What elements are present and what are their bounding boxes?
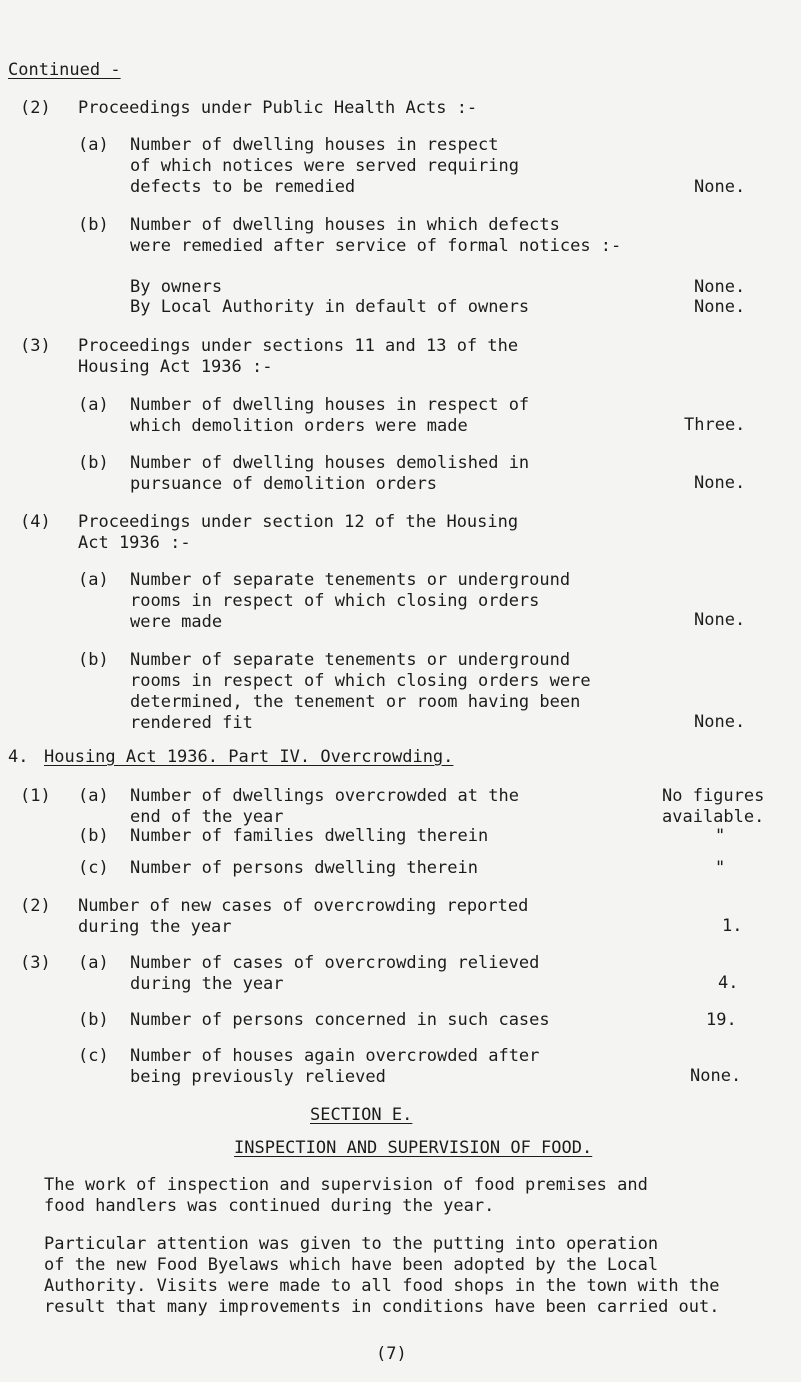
part4-number: 4. bbox=[8, 747, 29, 767]
part4-item2-number: (2) bbox=[20, 896, 51, 916]
sec2-owners-label: By owners bbox=[130, 277, 223, 297]
sec3-b-value: None. bbox=[694, 473, 746, 493]
sec4-b-label: (b) bbox=[78, 650, 109, 670]
section-e-subtitle: INSPECTION AND SUPERVISION OF FOOD. bbox=[234, 1138, 593, 1158]
sec2-la-label: By Local Authority in default of owners bbox=[130, 297, 530, 317]
sec2-b-label: (b) bbox=[78, 215, 109, 235]
part4-item1c-label: (c) bbox=[78, 858, 109, 878]
sec2-a-value: None. bbox=[694, 177, 746, 197]
part4-item1a-value: No figures available. bbox=[662, 786, 765, 827]
sec3-title: Proceedings under sections 11 and 13 of the Housing Act 1936 :- bbox=[78, 336, 519, 377]
sec2-owners-value: None. bbox=[694, 277, 746, 297]
part4-item3b-label: (b) bbox=[78, 1010, 109, 1030]
sec2-b-text: Number of dwelling houses in which defects were remedied after service of formal notices :- bbox=[130, 215, 622, 256]
part4-item3a-text: Number of cases of overcrowding relieved during the year bbox=[130, 953, 540, 994]
sec4-a-label: (a) bbox=[78, 570, 109, 590]
part4-title: Housing Act 1936. Part IV. Overcrowding. bbox=[44, 747, 454, 767]
sec3-number: (3) bbox=[20, 336, 51, 356]
sec2-a-label: (a) bbox=[78, 135, 109, 155]
sec3-a-text: Number of dwelling houses in respect of which demolition orders were made bbox=[130, 395, 530, 436]
part4-item3a-label: (a) bbox=[78, 953, 109, 973]
part4-item3c-label: (c) bbox=[78, 1046, 109, 1066]
part4-item1a-label: (a) bbox=[78, 786, 109, 806]
part4-item1c-value: " bbox=[715, 858, 726, 878]
sec4-b-value: None. bbox=[694, 712, 746, 732]
part4-item1b-value: " bbox=[715, 826, 726, 846]
sec4-number: (4) bbox=[20, 512, 51, 532]
sec4-a-text: Number of separate tenements or underground rooms in respect of which closing orders were made bbox=[130, 570, 571, 632]
section-e-paragraph-1: The work of inspection and supervision of food premises and food handlers was continued during the year. bbox=[44, 1175, 648, 1216]
part4-item3c-text: Number of houses again overcrowded after being previously relieved bbox=[130, 1046, 540, 1087]
part4-item1-number: (1) bbox=[20, 786, 51, 806]
part4-item3-number: (3) bbox=[20, 953, 51, 973]
section-e-paragraph-2: Particular attention was given to the putting into operation of the new Food Byelaws which have been adopted by the Local Authority. Visits were made to all food shops in the town with the result that many improvements in conditions have been carried out. bbox=[44, 1234, 720, 1317]
part4-item1c-text: Number of persons dwelling therein bbox=[130, 858, 478, 878]
sec4-title: Proceedings under section 12 of the Housing Act 1936 :- bbox=[78, 512, 519, 553]
part4-item3c-value: None. bbox=[690, 1066, 742, 1086]
sec2-number: (2) bbox=[20, 98, 51, 118]
sec3-a-value: Three. bbox=[684, 415, 746, 435]
part4-item1a-text: Number of dwellings overcrowded at the end of the year bbox=[130, 786, 519, 827]
part4-item3a-value: 4. bbox=[718, 973, 739, 993]
part4-item3b-text: Number of persons concerned in such cases bbox=[130, 1010, 550, 1030]
part4-item1b-text: Number of families dwelling therein bbox=[130, 826, 489, 846]
part4-item2-value: 1. bbox=[722, 916, 743, 936]
sec4-a-value: None. bbox=[694, 610, 746, 630]
page-heading: Continued - bbox=[8, 60, 121, 80]
sec3-b-label: (b) bbox=[78, 453, 109, 473]
part4-item3b-value: 19. bbox=[706, 1010, 737, 1030]
part4-item1b-label: (b) bbox=[78, 826, 109, 846]
part4-item2-text: Number of new cases of overcrowding reported during the year bbox=[78, 896, 529, 937]
section-e-title: SECTION E. bbox=[310, 1105, 413, 1125]
sec2-a-text: Number of dwelling houses in respect of which notices were served requiring defects to be remedied bbox=[130, 135, 519, 197]
page-number: (7) bbox=[376, 1344, 407, 1364]
sec2-title: Proceedings under Public Health Acts :- bbox=[78, 98, 478, 118]
sec4-b-text: Number of separate tenements or underground rooms in respect of which closing orders were determined, the tenement or room having been rendered fit bbox=[130, 650, 591, 733]
sec3-a-label: (a) bbox=[78, 395, 109, 415]
sec2-la-value: None. bbox=[694, 297, 746, 317]
sec3-b-text: Number of dwelling houses demolished in pursuance of demolition orders bbox=[130, 453, 530, 494]
